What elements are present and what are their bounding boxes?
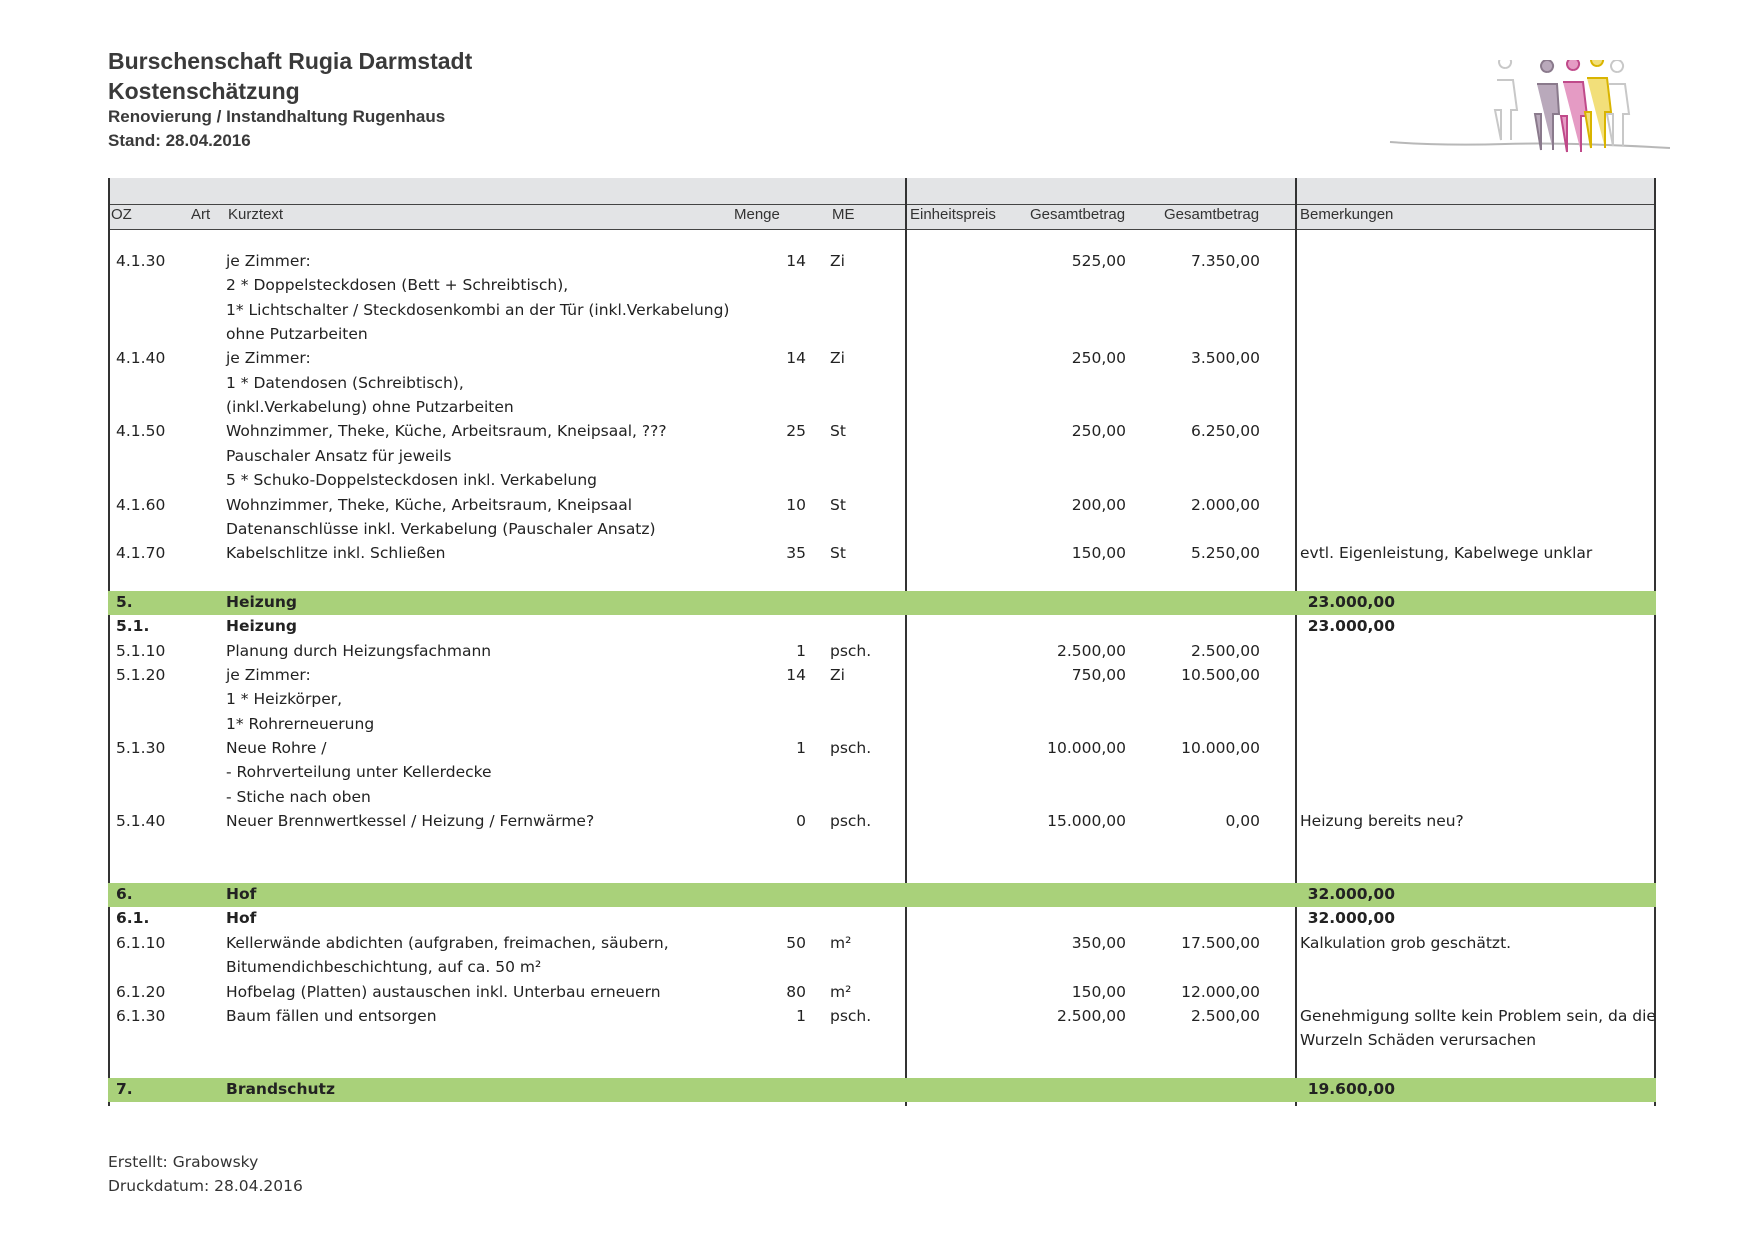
row-kurztext: Hofbelag (Platten) austauschen inkl. Unterbau erneuern bbox=[226, 982, 661, 1001]
row-oz: 7. bbox=[116, 1079, 133, 1098]
row-oz: 6.1.20 bbox=[116, 982, 166, 1001]
document-subtitle: Renovierung / Instandhaltung Rugenhaus bbox=[108, 107, 446, 126]
table-row bbox=[108, 713, 1656, 737]
row-kurztext: Brandschutz bbox=[226, 1079, 335, 1098]
table-top-band bbox=[108, 178, 1656, 204]
table-row bbox=[108, 664, 1656, 688]
row-kurztext: Heizung bbox=[226, 592, 297, 611]
row-gesamtbetrag-position: 3.500,00 bbox=[1190, 349, 1260, 368]
row-me: psch. bbox=[830, 1006, 872, 1025]
row-oz: 6.1.30 bbox=[116, 1006, 166, 1025]
column-header-bemerkungen: Bemerkungen bbox=[1300, 206, 1394, 223]
column-header-me: ME bbox=[832, 206, 855, 223]
row-bemerkungen: Heizung bereits neu? bbox=[1300, 812, 1464, 831]
table-row bbox=[108, 640, 1656, 664]
table-row bbox=[108, 859, 1656, 883]
row-gesamtbetrag-position: 5.250,00 bbox=[1190, 544, 1260, 563]
row-oz: 5.1.30 bbox=[116, 739, 166, 757]
row-gesamtbetrag-section: 19.600,00 bbox=[1307, 1079, 1395, 1098]
created-by: Erstellt: Grabowsky bbox=[108, 1153, 259, 1171]
row-kurztext: 5 * Schuko-Doppelsteckdosen inkl. Verkabelung bbox=[226, 471, 598, 490]
row-einheitspreis: 350,00 bbox=[1071, 933, 1126, 952]
section-row bbox=[108, 591, 1656, 615]
row-kurztext: Bitumendichbeschichtung, auf ca. 50 m² bbox=[226, 958, 542, 977]
row-kurztext: ohne Putzarbeiten bbox=[226, 325, 368, 344]
table-row bbox=[108, 518, 1656, 542]
table-row bbox=[108, 956, 1656, 980]
row-oz: 6. bbox=[116, 885, 133, 904]
row-kurztext: Heizung bbox=[226, 617, 297, 636]
row-kurztext: Datenanschlüsse inkl. Verkabelung (Pauschaler Ansatz) bbox=[226, 519, 656, 538]
table-row bbox=[108, 615, 1656, 639]
table-row bbox=[108, 396, 1656, 420]
section-row bbox=[108, 883, 1656, 907]
row-me: St bbox=[830, 495, 846, 514]
row-einheitspreis: 200,00 bbox=[1071, 495, 1126, 514]
row-kurztext: Neue Rohre / bbox=[226, 739, 327, 757]
row-kurztext: Kellerwände abdichten (aufgraben, freimachen, säubern, bbox=[226, 933, 669, 952]
row-kurztext: Wohnzimmer, Theke, Küche, Arbeitsraum, Kneipsaal bbox=[226, 495, 633, 514]
table-row bbox=[108, 786, 1656, 810]
table-row bbox=[108, 494, 1656, 518]
document-date: Stand: 28.04.2016 bbox=[108, 131, 251, 150]
row-kurztext: Hof bbox=[226, 885, 257, 904]
row-oz: 6.1. bbox=[116, 909, 150, 928]
column-header-art: Art bbox=[191, 206, 211, 223]
row-einheitspreis: 525,00 bbox=[1071, 252, 1126, 270]
column-header-einheitspreis: Einheitspreis bbox=[910, 206, 996, 223]
row-oz: 5.1. bbox=[116, 617, 150, 636]
row-kurztext: Hof bbox=[226, 909, 257, 928]
row-me: psch. bbox=[830, 812, 872, 831]
row-oz: 4.1.30 bbox=[116, 252, 166, 270]
row-einheitspreis: 10.000,00 bbox=[1047, 739, 1126, 757]
table-row bbox=[108, 834, 1656, 858]
row-einheitspreis: 150,00 bbox=[1071, 982, 1126, 1001]
row-menge: 1 bbox=[796, 1006, 806, 1025]
table-row bbox=[108, 420, 1656, 444]
document-title: Kostenschätzung bbox=[108, 78, 300, 104]
row-kurztext: 2 * Doppelsteckdosen (Bett + Schreibtisch), bbox=[226, 276, 569, 295]
row-einheitspreis: 250,00 bbox=[1071, 349, 1126, 368]
table-row bbox=[108, 469, 1656, 493]
row-menge: 1 bbox=[796, 641, 806, 660]
row-kurztext: Pauschaler Ansatz für jeweils bbox=[226, 446, 452, 465]
row-kurztext: - Rohrverteilung unter Kellerdecke bbox=[226, 763, 492, 782]
row-gesamtbetrag-position: 10.000,00 bbox=[1181, 739, 1260, 757]
cost-table bbox=[108, 178, 1656, 1106]
row-kurztext: (inkl.Verkabelung) ohne Putzarbeiten bbox=[226, 398, 514, 417]
row-gesamtbetrag-section: 23.000,00 bbox=[1307, 592, 1395, 611]
row-oz: 5.1.40 bbox=[116, 812, 166, 831]
row-me: Zi bbox=[830, 252, 845, 270]
row-gesamtbetrag-position: 7.350,00 bbox=[1190, 252, 1260, 270]
row-gesamtbetrag-position: 6.250,00 bbox=[1190, 422, 1260, 441]
row-menge: 14 bbox=[786, 665, 806, 684]
row-einheitspreis: 15.000,00 bbox=[1047, 812, 1126, 831]
row-bemerkungen: Wurzeln Schäden verursachen bbox=[1300, 1031, 1537, 1050]
row-gesamtbetrag-position: 2.000,00 bbox=[1190, 495, 1260, 514]
row-menge: 14 bbox=[786, 349, 806, 368]
people-silhouettes-logo bbox=[1385, 60, 1675, 172]
row-oz: 4.1.40 bbox=[116, 349, 166, 368]
row-menge: 80 bbox=[786, 982, 806, 1001]
row-kurztext: Neuer Brennwertkessel / Heizung / Fernwärme? bbox=[226, 812, 595, 831]
row-kurztext: Kabelschlitze inkl. Schließen bbox=[226, 544, 446, 563]
table-row bbox=[108, 1005, 1656, 1029]
column-header-menge: Menge bbox=[734, 206, 780, 223]
row-einheitspreis: 2.500,00 bbox=[1056, 641, 1126, 660]
row-gesamtbetrag-position: 2.500,00 bbox=[1190, 1006, 1260, 1025]
row-einheitspreis: 250,00 bbox=[1071, 422, 1126, 441]
column-header-kurztext: Kurztext bbox=[228, 206, 284, 223]
row-kurztext: 1* Lichtschalter / Steckdosenkombi an der Tür (inkl.Verkabelung) bbox=[226, 300, 730, 319]
row-menge: 1 bbox=[796, 739, 806, 757]
row-me: St bbox=[830, 544, 846, 563]
row-bemerkungen: Kalkulation grob geschätzt. bbox=[1300, 933, 1512, 952]
row-kurztext: Wohnzimmer, Theke, Küche, Arbeitsraum, Kneipsaal, ??? bbox=[226, 422, 667, 441]
table-row bbox=[108, 1029, 1656, 1053]
row-me: Zi bbox=[830, 349, 845, 368]
row-kurztext: 1 * Heizkörper, bbox=[226, 690, 343, 709]
row-gesamtbetrag-position: 2.500,00 bbox=[1190, 641, 1260, 660]
table-row bbox=[108, 932, 1656, 956]
row-gesamtbetrag-position: 12.000,00 bbox=[1181, 982, 1260, 1001]
table-row bbox=[108, 1054, 1656, 1078]
table-row bbox=[108, 810, 1656, 834]
row-menge: 0 bbox=[796, 812, 806, 831]
row-gesamtbetrag-section: 32.000,00 bbox=[1307, 909, 1395, 928]
table-row bbox=[108, 347, 1656, 371]
row-oz: 6.1.10 bbox=[116, 933, 166, 952]
table-row bbox=[108, 981, 1656, 1005]
table-row bbox=[108, 907, 1656, 931]
row-gesamtbetrag-position: 10.500,00 bbox=[1181, 665, 1260, 684]
table-row bbox=[108, 274, 1656, 298]
row-me: m² bbox=[830, 982, 852, 1001]
organization-name: Burschenschaft Rugia Darmstadt bbox=[108, 48, 473, 74]
print-date: Druckdatum: 28.04.2016 bbox=[108, 1177, 303, 1195]
row-einheitspreis: 2.500,00 bbox=[1056, 1006, 1126, 1025]
row-me: psch. bbox=[830, 739, 872, 757]
row-kurztext: 1 * Datendosen (Schreibtisch), bbox=[226, 373, 464, 392]
table-row bbox=[108, 542, 1656, 566]
column-header-gesamtbetrag-position: Gesamtbetrag bbox=[1030, 206, 1126, 223]
row-menge: 25 bbox=[786, 422, 806, 441]
row-oz: 4.1.70 bbox=[116, 544, 166, 563]
row-kurztext: 1* Rohrerneuerung bbox=[226, 714, 375, 733]
column-header-gesamtbetrag-section: Gesamtbetrag bbox=[1164, 206, 1260, 223]
row-menge: 35 bbox=[786, 544, 806, 563]
table-row bbox=[108, 372, 1656, 396]
table-row bbox=[108, 250, 1656, 274]
row-kurztext: Planung durch Heizungsfachmann bbox=[226, 641, 492, 660]
table-row bbox=[108, 445, 1656, 469]
row-oz: 5. bbox=[116, 592, 133, 611]
row-menge: 14 bbox=[786, 252, 806, 270]
row-oz: 4.1.60 bbox=[116, 495, 166, 514]
row-kurztext: Baum fällen und entsorgen bbox=[226, 1006, 437, 1025]
row-einheitspreis: 150,00 bbox=[1071, 544, 1126, 563]
row-kurztext: je Zimmer: bbox=[226, 349, 311, 368]
row-bemerkungen: evtl. Eigenleistung, Kabelwege unklar bbox=[1300, 544, 1593, 563]
row-gesamtbetrag-position: 0,00 bbox=[1225, 812, 1260, 831]
row-me: psch. bbox=[830, 641, 872, 660]
table-row bbox=[108, 323, 1656, 347]
table-row bbox=[108, 761, 1656, 785]
table-header-row bbox=[108, 204, 1656, 230]
row-kurztext: je Zimmer: bbox=[226, 665, 311, 684]
row-me: m² bbox=[830, 933, 852, 952]
row-bemerkungen: Genehmigung sollte kein Problem sein, da die bbox=[1300, 1006, 1656, 1025]
table-row bbox=[108, 567, 1656, 591]
table-row bbox=[108, 299, 1656, 323]
row-menge: 50 bbox=[786, 933, 806, 952]
section-row bbox=[108, 1078, 1656, 1102]
row-me: Zi bbox=[830, 665, 845, 684]
row-gesamtbetrag-section: 32.000,00 bbox=[1307, 885, 1395, 904]
column-header-oz: OZ bbox=[111, 206, 132, 223]
row-me: St bbox=[830, 422, 846, 441]
row-gesamtbetrag-section: 23.000,00 bbox=[1307, 617, 1395, 636]
row-menge: 10 bbox=[786, 495, 806, 514]
row-gesamtbetrag-position: 17.500,00 bbox=[1181, 933, 1260, 952]
table-row bbox=[108, 688, 1656, 712]
row-oz: 5.1.10 bbox=[116, 641, 166, 660]
row-einheitspreis: 750,00 bbox=[1071, 665, 1126, 684]
table-row bbox=[108, 737, 1656, 761]
row-oz: 4.1.50 bbox=[116, 422, 166, 441]
row-kurztext: je Zimmer: bbox=[226, 252, 311, 270]
row-oz: 5.1.20 bbox=[116, 665, 166, 684]
row-kurztext: - Stiche nach oben bbox=[226, 787, 371, 806]
